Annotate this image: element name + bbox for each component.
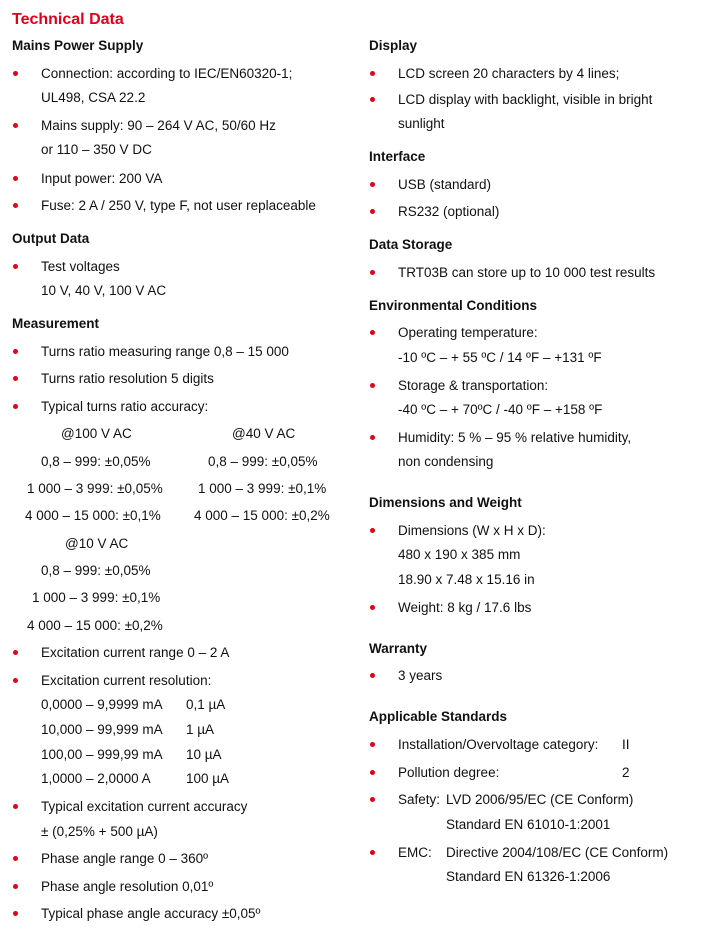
safety-standard: Standard EN 61010-1:2001 xyxy=(446,817,611,832)
display-heading: Display xyxy=(369,38,418,53)
bullet-icon xyxy=(370,605,375,610)
bullet-icon xyxy=(13,203,18,208)
mains-connection-cont: UL498, CSA 22.2 xyxy=(41,90,146,105)
bullet-icon xyxy=(370,71,375,76)
mains-connection: Connection: according to IEC/EN60320-1; xyxy=(41,66,293,81)
acc-40-row: 0,8 – 999: ±0,05% xyxy=(208,454,318,469)
installation-value: II xyxy=(622,737,630,752)
storage-temp: Storage & transportation: xyxy=(398,378,549,393)
dimensions-heading: Dimensions and Weight xyxy=(369,495,522,510)
res-value: 10 µA xyxy=(186,747,222,762)
mains-supply-cont: or 110 – 350 V DC xyxy=(41,142,152,157)
test-voltages-values: 10 V, 40 V, 100 V AC xyxy=(41,283,167,298)
warranty-heading: Warranty xyxy=(369,641,428,656)
bullet-icon xyxy=(13,884,18,889)
mains-heading: Mains Power Supply xyxy=(12,38,144,53)
ratio-accuracy: Typical turns ratio accuracy: xyxy=(41,399,209,414)
dimensions-label: Dimensions (W x H x D): xyxy=(398,523,546,538)
display-backlight-cont: sunlight xyxy=(398,116,445,131)
acc-100-label: @100 V AC xyxy=(61,426,132,441)
installation-label: Installation/Overvoltage category: xyxy=(398,737,599,752)
acc-10-row: 0,8 – 999: ±0,05% xyxy=(41,563,151,578)
fuse: Fuse: 2 A / 250 V, type F, not user replaceable xyxy=(41,198,316,213)
acc-100-row: 4 000 – 15 000: ±0,1% xyxy=(25,508,161,523)
bullet-icon xyxy=(13,376,18,381)
operating-temp-range: -10 ºC – + 55 ºC / 14 ºF – +131 ºF xyxy=(398,350,602,365)
acc-100-row: 0,8 – 999: ±0,05% xyxy=(41,454,151,469)
phase-range: Phase angle range 0 – 360º xyxy=(41,851,209,866)
operating-temp: Operating temperature: xyxy=(398,325,538,340)
exc-accuracy-value: ± (0,25% + 500 µA) xyxy=(41,824,158,839)
emc-standard: Standard EN 61326-1:2006 xyxy=(446,869,611,884)
res-value: 100 µA xyxy=(186,771,230,786)
humidity-cont: non condensing xyxy=(398,454,494,469)
bullet-icon xyxy=(370,97,375,102)
phase-accuracy: Typical phase angle accuracy ±0,05º xyxy=(41,906,261,921)
emc-value: Directive 2004/108/EC (CE Conform) xyxy=(446,845,669,860)
excitation-resolution: Excitation current resolution: xyxy=(41,673,212,688)
bullet-icon xyxy=(13,650,18,655)
acc-10-label: @10 V AC xyxy=(65,536,129,551)
environment-heading: Environmental Conditions xyxy=(369,298,538,313)
emc-label: EMC: xyxy=(398,845,432,860)
pollution-label: Pollution degree: xyxy=(398,765,500,780)
bullet-icon xyxy=(370,850,375,855)
res-value: 0,1 µA xyxy=(186,697,226,712)
ratio-range: Turns ratio measuring range 0,8 – 15 000 xyxy=(41,344,289,359)
bullet-icon xyxy=(370,330,375,335)
page-title: Technical Data xyxy=(12,11,124,28)
res-range: 0,0000 – 9,9999 mA xyxy=(41,697,163,712)
storage-capacity: TRT03B can store up to 10 000 test results xyxy=(398,265,656,280)
bullet-icon xyxy=(370,797,375,802)
test-voltages: Test voltages xyxy=(41,259,120,274)
acc-100-row: 1 000 – 3 999: ±0,05% xyxy=(27,481,163,496)
bullet-icon xyxy=(13,349,18,354)
interface-rs232: RS232 (optional) xyxy=(398,204,500,219)
bullet-icon xyxy=(13,176,18,181)
bullet-icon xyxy=(13,264,18,269)
acc-40-row: 4 000 – 15 000: ±0,2% xyxy=(194,508,330,523)
bullet-icon xyxy=(370,673,375,678)
bullet-icon xyxy=(370,770,375,775)
safety-label: Safety: xyxy=(398,792,441,807)
res-range: 100,00 – 999,99 mA xyxy=(41,747,163,762)
bullet-icon xyxy=(370,435,375,440)
pollution-value: 2 xyxy=(622,765,630,780)
res-range: 1,0000 – 2,0000 A xyxy=(41,771,151,786)
display-lcd: LCD screen 20 characters by 4 lines; xyxy=(398,66,620,81)
input-power: Input power: 200 VA xyxy=(41,171,163,186)
acc-40-label: @40 V AC xyxy=(232,426,296,441)
interface-heading: Interface xyxy=(369,149,426,164)
bullet-icon xyxy=(13,804,18,809)
storage-heading: Data Storage xyxy=(369,237,453,252)
bullet-icon xyxy=(370,182,375,187)
safety-value: LVD 2006/95/EC (CE Conform) xyxy=(446,792,634,807)
mains-supply: Mains supply: 90 – 264 V AC, 50/60 Hz xyxy=(41,118,276,133)
excitation-range: Excitation current range 0 – 2 A xyxy=(41,645,230,660)
warranty-value: 3 years xyxy=(398,668,443,683)
standards-heading: Applicable Standards xyxy=(369,709,508,724)
bullet-icon xyxy=(13,123,18,128)
bullet-icon xyxy=(370,270,375,275)
bullet-icon xyxy=(13,71,18,76)
bullet-icon xyxy=(370,383,375,388)
bullet-icon xyxy=(13,404,18,409)
acc-10-row: 1 000 – 3 999: ±0,1% xyxy=(32,590,161,605)
res-value: 1 µA xyxy=(186,722,215,737)
bullet-icon xyxy=(370,209,375,214)
dimensions-mm: 480 x 190 x 385 mm xyxy=(398,547,521,562)
display-backlight: LCD display with backlight, visible in bright xyxy=(398,92,653,107)
weight: Weight: 8 kg / 17.6 lbs xyxy=(398,600,532,615)
storage-temp-range: -40 ºC – + 70ºC / -40 ºF – +158 ºF xyxy=(398,402,603,417)
interface-usb: USB (standard) xyxy=(398,177,492,192)
measurement-heading: Measurement xyxy=(12,316,100,331)
dimensions-in: 18.90 x 7.48 x 15.16 in xyxy=(398,572,535,587)
bullet-icon xyxy=(370,742,375,747)
res-range: 10,000 – 99,999 mA xyxy=(41,722,163,737)
bullet-icon xyxy=(13,856,18,861)
output-heading: Output Data xyxy=(12,231,90,246)
bullet-icon xyxy=(370,528,375,533)
acc-40-row: 1 000 – 3 999: ±0,1% xyxy=(198,481,327,496)
bullet-icon xyxy=(13,911,18,916)
acc-10-row: 4 000 – 15 000: ±0,2% xyxy=(27,618,163,633)
bullet-icon xyxy=(13,678,18,683)
humidity: Humidity: 5 % – 95 % relative humidity, xyxy=(398,430,632,445)
phase-resolution: Phase angle resolution 0,01º xyxy=(41,879,214,894)
ratio-resolution: Turns ratio resolution 5 digits xyxy=(41,371,214,386)
exc-accuracy: Typical excitation current accuracy xyxy=(41,799,248,814)
